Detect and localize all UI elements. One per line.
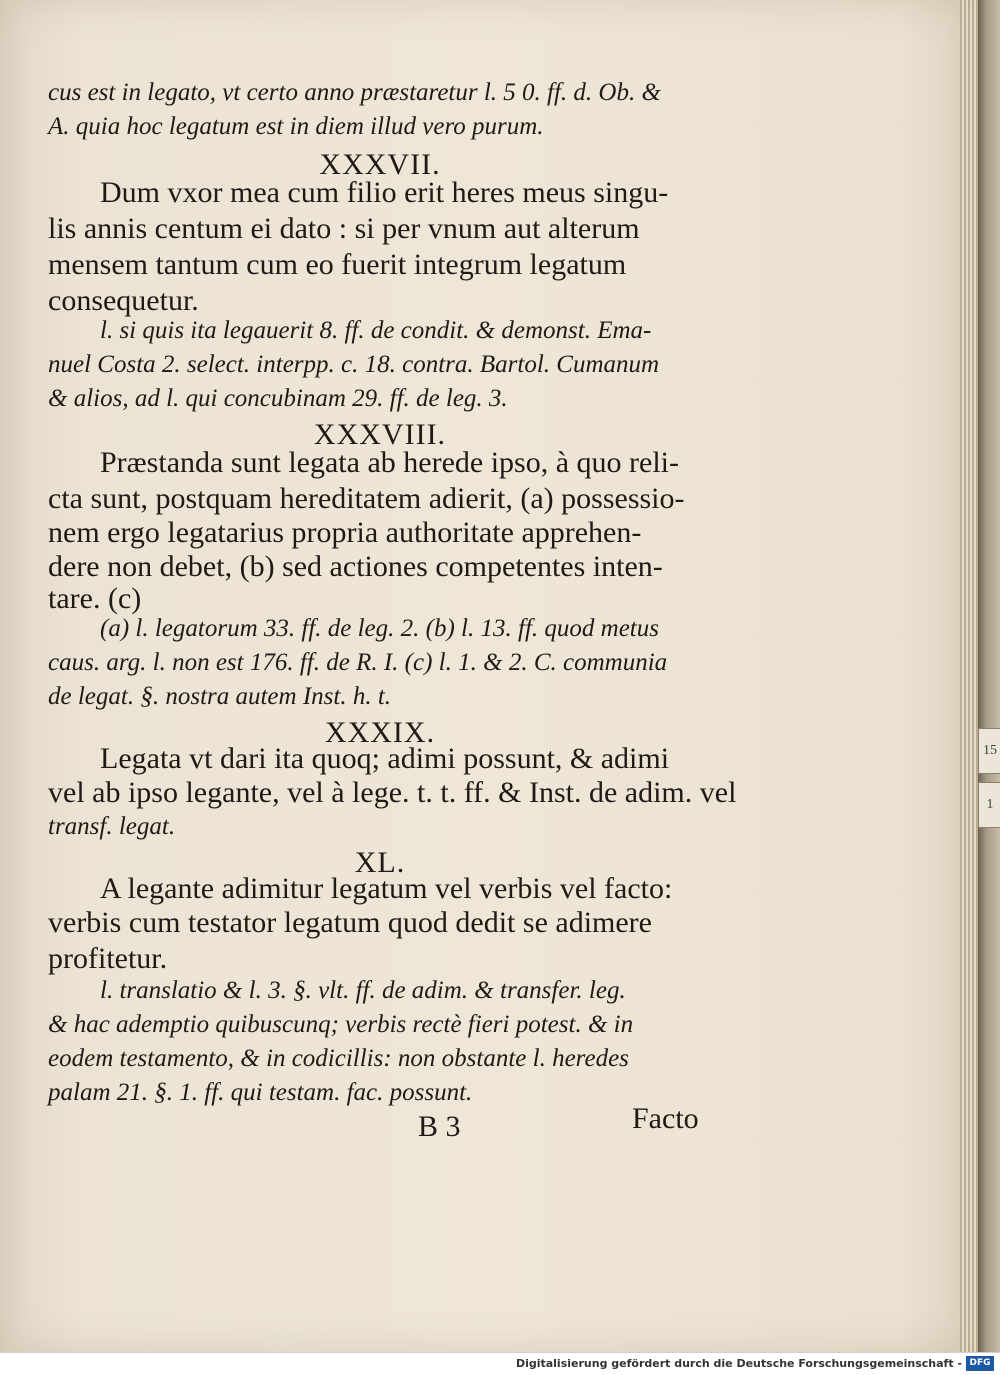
- section-heading: XXXIX.: [324, 716, 436, 749]
- text-line: tare. (c): [48, 582, 142, 615]
- text-line: vel ab ipso legante, vel à lege. t. t. ff. & Inst. de adim. vel: [48, 776, 737, 809]
- section-heading: XXXVIII.: [313, 418, 447, 451]
- page-edge: [960, 0, 978, 1352]
- side-tab-1-label: 15: [983, 743, 997, 758]
- footer-bar: [0, 1352, 1000, 1375]
- text-line: consequetur.: [48, 284, 199, 317]
- text-line: cta sunt, postquam hereditatem adierit, (a) possessio-: [48, 482, 685, 515]
- side-tab-2-label: 1: [986, 797, 994, 812]
- text-line: & alios, ad l. qui concubinam 29. ff. de leg. 3.: [48, 385, 508, 412]
- text-line: eodem testamento, & in codicillis: non obstante l. heredes: [48, 1045, 629, 1072]
- dfg-logo: DFG: [966, 1356, 994, 1371]
- text-line: verbis cum testator legatum quod dedit se adimere: [48, 906, 652, 939]
- text-line: (a) l. legatorum 33. ff. de leg. 2. (b) l. 13. ff. quod metus: [100, 615, 659, 642]
- section-heading: XXXVII.: [319, 148, 441, 181]
- text-line: de legat. §. nostra autem Inst. h. t.: [48, 683, 392, 710]
- text-line: lis annis centum ei dato : si per vnum aut alterum: [48, 212, 640, 245]
- text-line: Legata vt dari ita quoq; adimi possunt, & adimi: [100, 742, 670, 775]
- text-line: A legante adimitur legatum vel verbis vel facto:: [100, 872, 673, 905]
- text-line: caus. arg. l. non est 176. ff. de R. I. (c) l. 1. & 2. C. communia: [48, 649, 668, 676]
- text-line: palam 21. §. 1. ff. qui testam. fac. possunt.: [48, 1079, 473, 1106]
- text-line: Præstanda sunt legata ab herede ipso, à quo reli-: [100, 446, 679, 479]
- text-line: A. quia hoc legatum est in diem illud vero purum.: [48, 113, 544, 140]
- text-line: cus est in legato, vt certo anno præstaretur l. 5 0. ff. d. Ob. &: [48, 79, 661, 106]
- text-line: nem ergo legatarius propria authoritate apprehen-: [48, 516, 642, 549]
- funding-credit: Digitalisierung gefördert durch die Deutsche Forschungsgemeinschaft -: [515, 1357, 962, 1370]
- catchword: Facto: [632, 1102, 699, 1135]
- side-tab-2: [978, 782, 1000, 828]
- text-line: profitetur.: [48, 942, 168, 975]
- text-line: l. si quis ita legauerit 8. ff. de condit. & demonst. Ema-: [100, 317, 652, 344]
- text-line: nuel Costa 2. select. interpp. c. 18. contra. Bartol. Cumanum: [48, 351, 660, 378]
- text-line: l. translatio & l. 3. §. vlt. ff. de adim. & transfer. leg.: [100, 977, 626, 1004]
- text-line: & hac ademptio quibuscunq; verbis rectè fieri potest. & in: [48, 1011, 634, 1038]
- text-line: dere non debet, (b) sed actiones competentes inten-: [48, 550, 663, 583]
- text-line: mensem tantum cum eo fuerit integrum legatum: [48, 248, 627, 281]
- signature-mark: B 3: [418, 1110, 461, 1143]
- side-tab-1: [978, 728, 1000, 774]
- section-heading: XL.: [354, 846, 406, 879]
- text-line: transf. legat.: [48, 813, 176, 840]
- text-line: Dum vxor mea cum filio erit heres meus singu-: [100, 176, 669, 209]
- page-edge-shadow: [978, 0, 1000, 1352]
